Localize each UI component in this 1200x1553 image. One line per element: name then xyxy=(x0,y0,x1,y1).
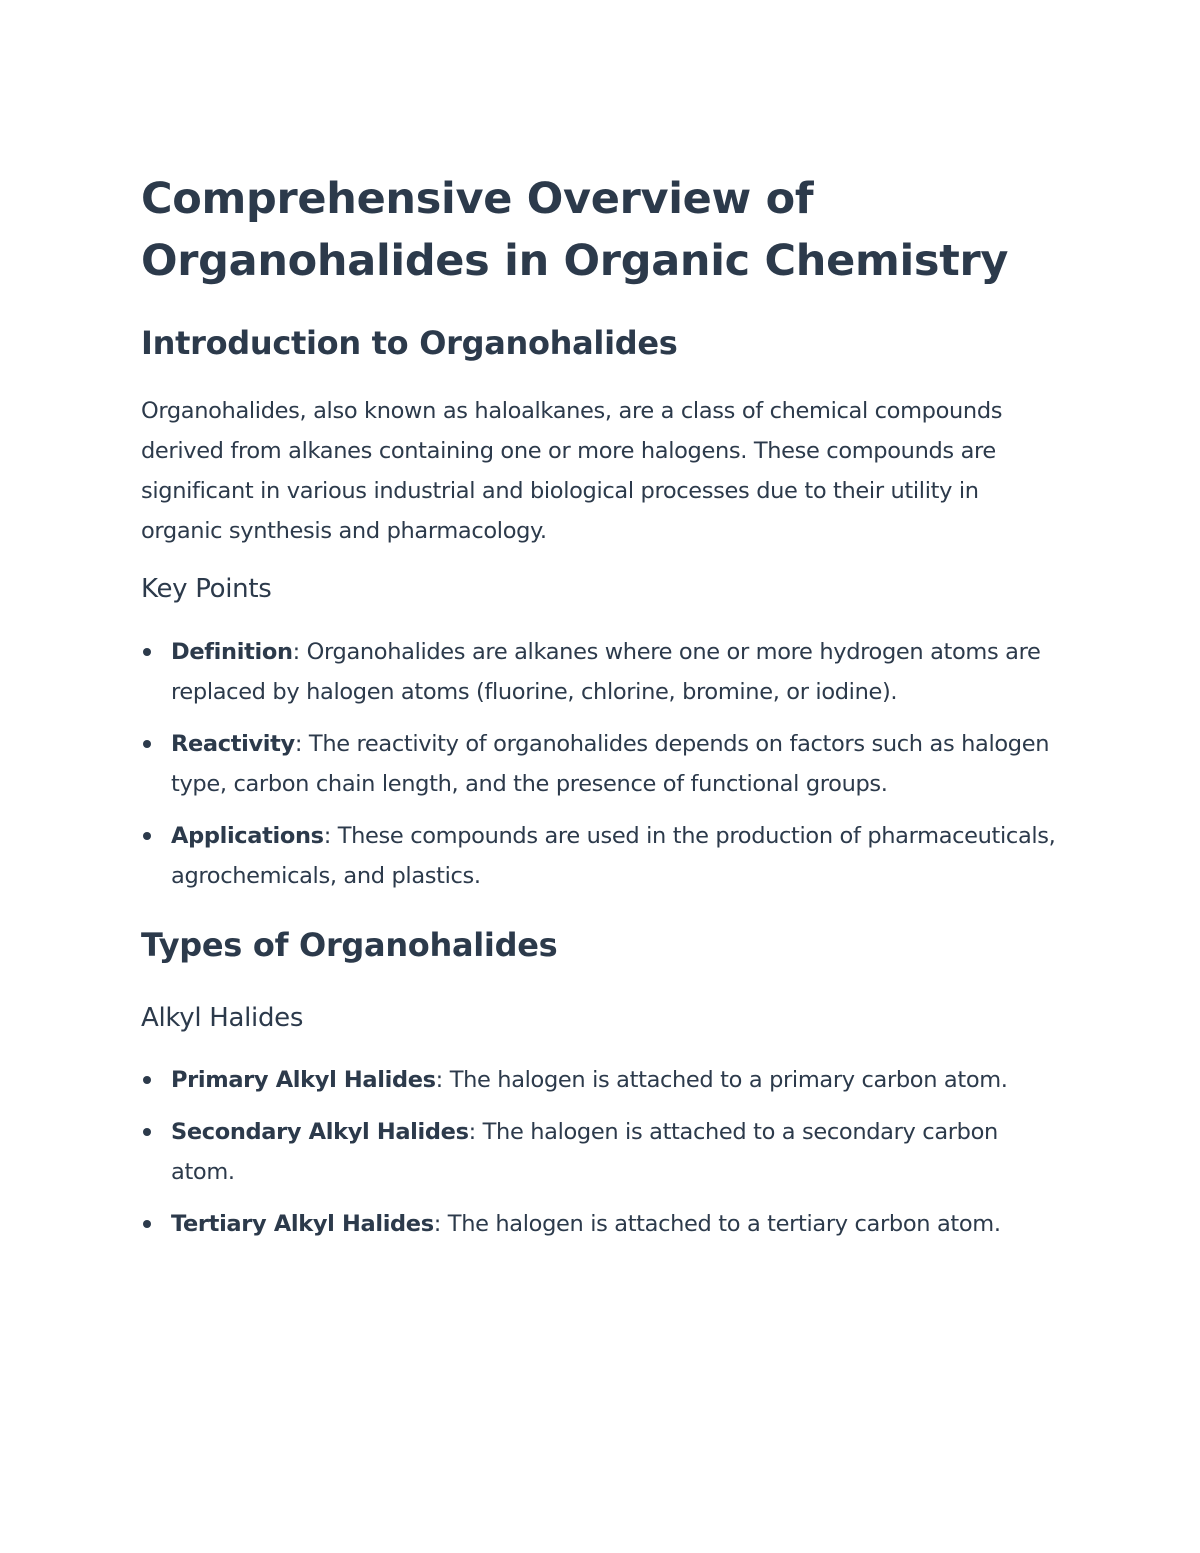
term-label: Primary Alkyl Halides xyxy=(171,1067,436,1093)
bullet-icon xyxy=(143,648,151,656)
section-heading-types: Types of Organohalides xyxy=(141,926,558,964)
list-item-tertiary xyxy=(141,1204,1061,1244)
key-points-list xyxy=(141,632,1061,896)
subheading-alkyl-halides: Alkyl Halides xyxy=(141,1003,304,1033)
bullet-icon xyxy=(143,740,151,748)
term-description: : The halogen is attached to a tertiary carbon atom. xyxy=(433,1211,1001,1237)
subheading-key-points: Key Points xyxy=(141,574,272,604)
term-label: Secondary Alkyl Halides xyxy=(171,1119,469,1145)
term-label: Applications xyxy=(171,823,324,849)
page-title: Comprehensive Overview of Organohalides in Organic Chemistry xyxy=(141,174,1009,286)
term-label: Reactivity xyxy=(171,731,295,757)
bullet-icon xyxy=(143,832,151,840)
list-item-primary xyxy=(141,1060,1061,1100)
bullet-icon xyxy=(143,1128,151,1136)
term-description: : The halogen is attached to a secondary carbon atom. xyxy=(171,1119,998,1185)
list-item-applications xyxy=(141,816,1061,896)
bullet-icon xyxy=(143,1220,151,1228)
bullet-icon xyxy=(143,1076,151,1084)
list-item-reactivity xyxy=(141,724,1061,804)
term-description: : These compounds are used in the production of pharmaceuticals, agrochemicals, and plastics. xyxy=(171,823,1056,889)
list-item-definition xyxy=(141,632,1061,712)
term-description: : Organohalides are alkanes where one or more hydrogen atoms are replaced by halogen atoms (fluorine, chlorine, bromine, or iodine). xyxy=(171,639,1041,705)
list-item-secondary xyxy=(141,1112,1061,1192)
term-label: Tertiary Alkyl Halides xyxy=(171,1211,434,1237)
section-heading-introduction: Introduction to Organohalides xyxy=(141,324,678,362)
alkyl-halides-list xyxy=(141,1060,1061,1244)
intro-paragraph: Organohalides, also known as haloalkanes, are a class of chemical compounds derived from alkanes containing one or more halogens. These compounds are significant in various industrial and biological processes due to their utility in organic synthesis and pharmacology. xyxy=(141,398,1003,544)
document-page xyxy=(141,168,1061,1244)
term-label: Definition xyxy=(171,639,293,665)
term-description: : The halogen is attached to a primary carbon atom. xyxy=(435,1067,1008,1093)
term-description: : The reactivity of organohalides depends on factors such as halogen type, carbon chain length, and the presence of functional groups. xyxy=(171,731,1050,797)
